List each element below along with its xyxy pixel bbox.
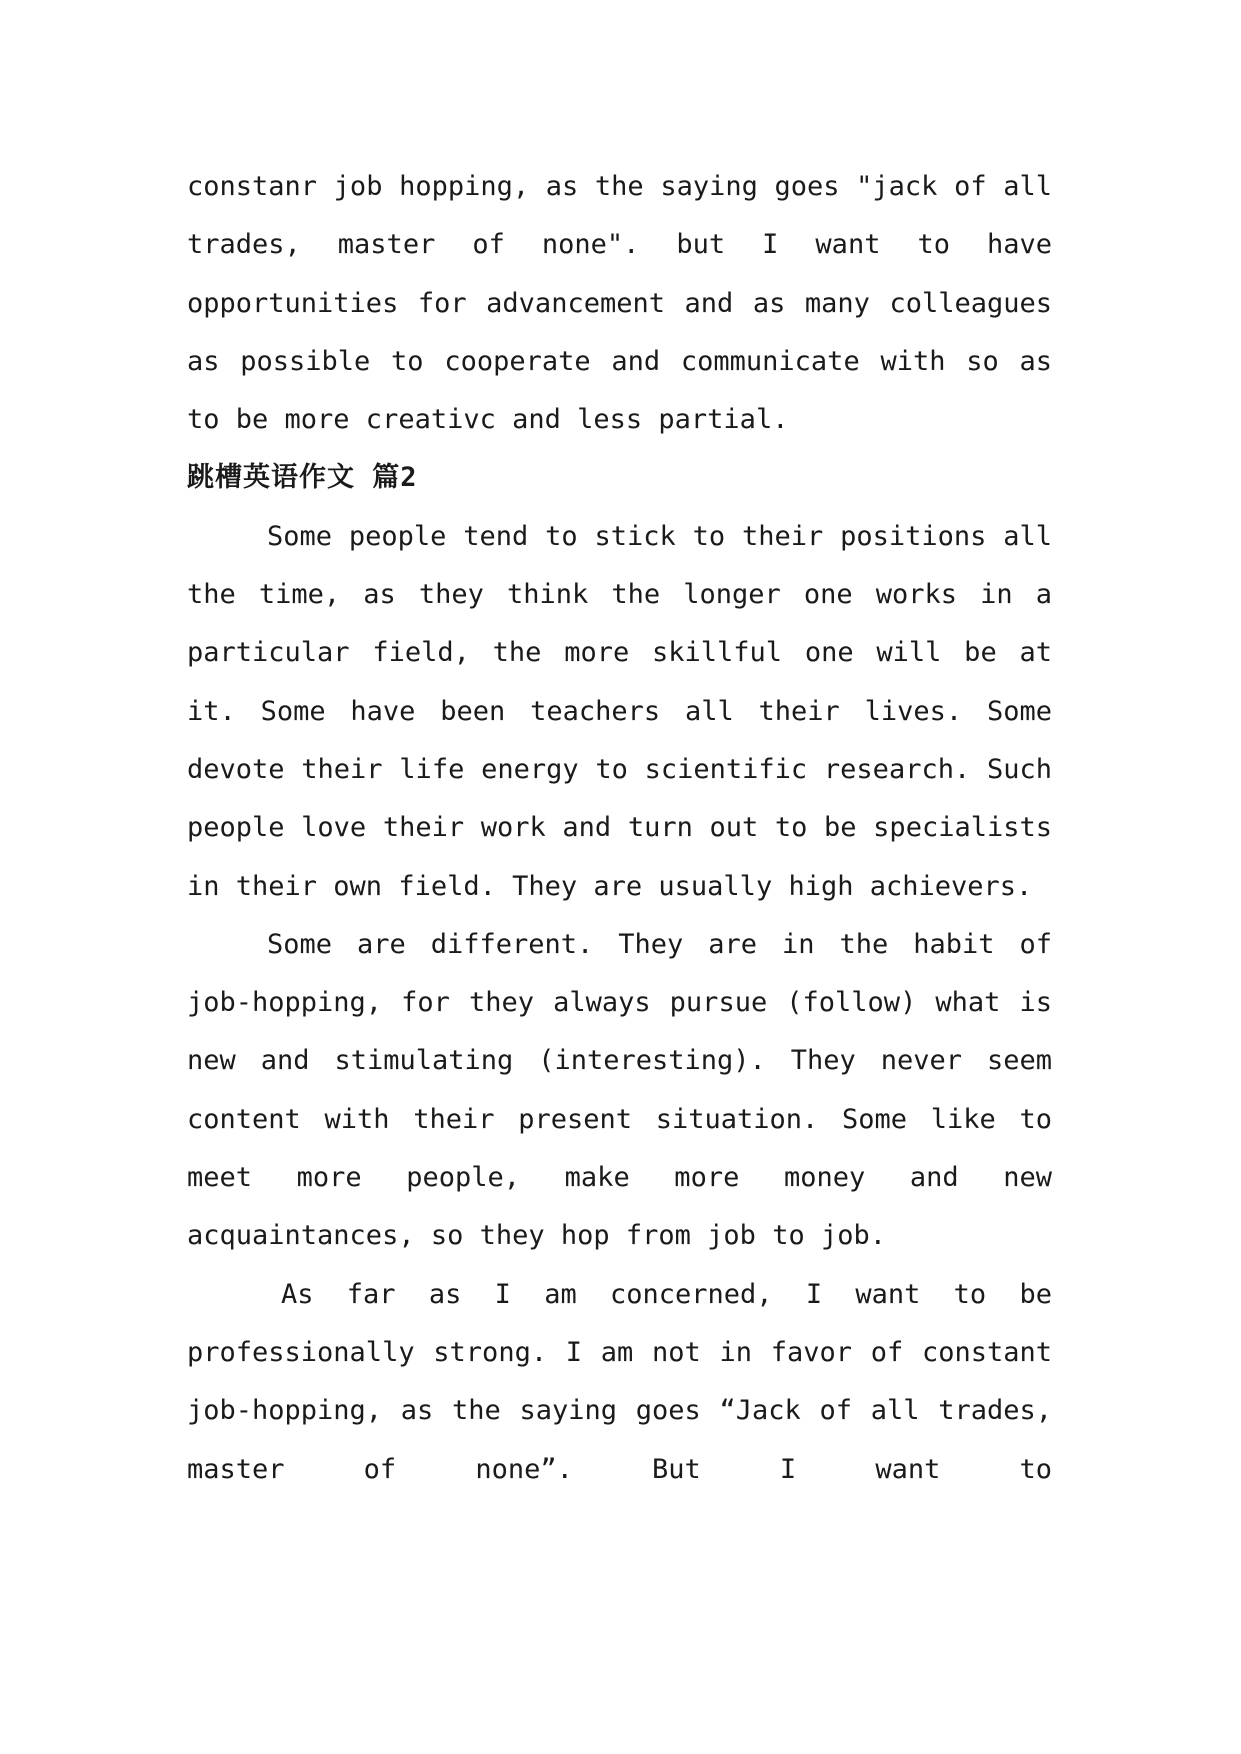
continuation-paragraph: constanr job hopping, as the saying goes "jack of all trades, master of none". but I want to have opportunities for advancement and as many colleagues as possible to cooperate and communicate with so as to be more creativc and less partial. [187, 171, 1052, 436]
paragraph-2: Some are different. They are in the habit of job-hopping, for they always pursue (follow) what is new and stimulating (interesting). They never seem content with their present situation. Some like to meet more people, make more money and new acquaintances, so they hop from job to job. [187, 928, 1052, 1252]
document-page [187, 158, 1052, 1499]
section-heading: 跳槽英语作文 篇2 [187, 462, 418, 494]
paragraph-3: As far as I am concerned, I want to be professionally strong. I am not in favor of constant job-hopping, as the saying goes “Jack of all trades, master of none”. But I want to [187, 1278, 1052, 1485]
paragraph-1: Some people tend to stick to their positions all the time, as they think the longer one works in a particular field, the more skillful one will be at it. Some have been teachers all their lives. Some devote their life energy to scientific research. Such people love their work and turn out to be specialists in their own field. They are usually high achievers. [187, 520, 1052, 902]
